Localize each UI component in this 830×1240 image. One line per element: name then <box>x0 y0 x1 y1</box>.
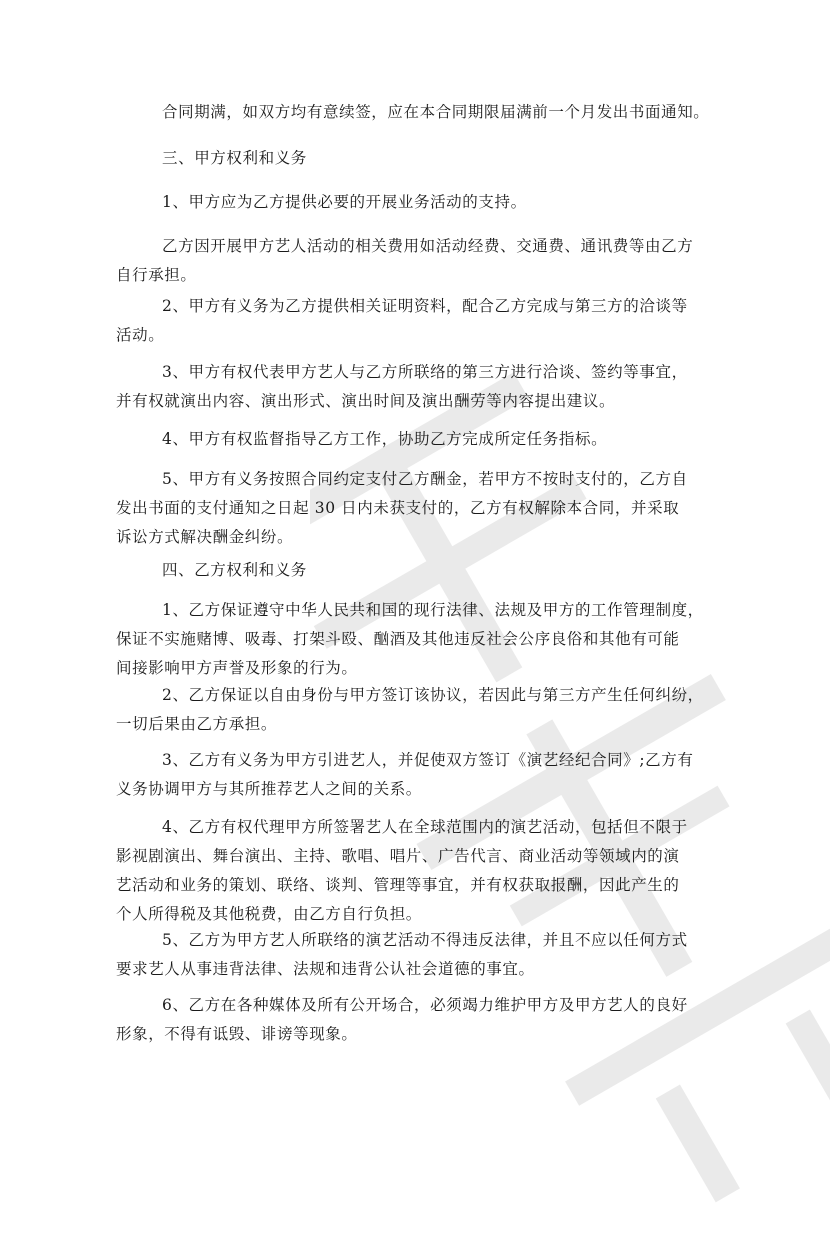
text-line: 并有权就演出内容、演出形式、演出时间及演出酬劳等内容提出建议。 <box>116 392 616 410</box>
text-line: 3、乙方有义务为甲方引进艺人，并促使双方签订《演艺经纪合同》;乙方有 <box>162 751 694 769</box>
text-line: 6、乙方在各种媒体及所有公开场合，必须竭力维护甲方及甲方艺人的良好 <box>162 996 688 1014</box>
text-line: 保证不实施赌博、吸毒、打架斗殴、酗酒及其他违反社会公序良俗和其他有可能 <box>116 630 680 648</box>
text-line: 要求艺人从事违背法律、法规和违背公认社会道德的事宜。 <box>116 960 535 978</box>
text-line: 5、甲方有义务按照合同约定支付乙方酬金，若甲方不按时支付的，乙方自 <box>162 470 688 488</box>
clause-b-3 <box>116 746 722 804</box>
text-line: 5、乙方为甲方艺人所联络的演艺活动不得违反法律，并且不应以任何方式 <box>162 931 688 949</box>
clause-b-2 <box>116 681 722 739</box>
text-line: 发出书面的支付通知之日起 30 日内未获支付的，乙方有权解除本合同，并采取 <box>116 499 680 517</box>
text-line: 诉讼方式解决酬金纠纷。 <box>116 528 294 546</box>
section-heading-party-a <box>162 144 722 173</box>
text-line: 4、乙方有权代理甲方所签署艺人在全球范围内的演艺活动，包括但不限于 <box>162 818 688 836</box>
clause-b-5 <box>116 926 722 984</box>
text-line: 三、甲方权利和义务 <box>162 149 307 167</box>
clause-b-6 <box>116 991 722 1049</box>
text-line: 间接影响甲方声誉及形象的行为。 <box>116 659 358 677</box>
text-line: 1、甲方应为乙方提供必要的开展业务活动的支持。 <box>162 193 527 211</box>
text-line: 活动。 <box>116 326 165 344</box>
text-line: 3、甲方有权代表甲方艺人与乙方所联络的第三方进行洽谈、签约等事宜， <box>162 363 688 381</box>
text-line: 一切后果由乙方承担。 <box>116 715 278 733</box>
clause-a-expenses <box>116 232 722 290</box>
text-line: 形象，不得有诋毁、诽谤等现象。 <box>116 1025 358 1043</box>
text-line: 艺活动和业务的策划、联络、谈判、管理等事宜，并有权获取报酬，因此产生的 <box>116 876 680 894</box>
clause-a-2 <box>116 292 722 350</box>
text-line: 1、乙方保证遵守中华人民共和国的现行法律、法规及甲方的工作管理制度， <box>162 601 704 619</box>
clause-b-4 <box>116 813 722 929</box>
text-line: 2、乙方保证以自由身份与甲方签订该协议，若因此与第三方产生任何纠纷， <box>162 686 704 704</box>
text-line: 个人所得税及其他税费，由乙方自行负担。 <box>116 905 422 923</box>
section-heading-party-b <box>162 556 722 585</box>
text-line: 影视剧演出、舞台演出、主持、歌唱、唱片、广告代言、商业活动等领域内的演 <box>116 847 680 865</box>
clause-a-1 <box>162 188 722 217</box>
paragraph-contract-renewal <box>162 98 722 127</box>
clause-b-1 <box>116 596 722 683</box>
text-line: 自行承担。 <box>116 266 197 284</box>
text-line: 义务协调甲方与其所推荐艺人之间的关系。 <box>116 780 422 798</box>
text-line: 2、甲方有义务为乙方提供相关证明资料，配合乙方完成与第三方的洽谈等 <box>162 297 688 315</box>
text-line: 合同期满，如双方均有意续签，应在本合同期限届满前一个月发出书面通知。 <box>162 103 710 121</box>
clause-a-5 <box>116 465 722 552</box>
text-line: 四、乙方权利和义务 <box>162 561 307 579</box>
text-line: 4、甲方有权监督指导乙方工作，协助乙方完成所定任务指标。 <box>162 430 608 448</box>
clause-a-3 <box>116 358 722 416</box>
text-line: 乙方因开展甲方艺人活动的相关费用如活动经费、交通费、通讯费等由乙方 <box>162 237 694 255</box>
clause-a-4 <box>162 425 722 454</box>
